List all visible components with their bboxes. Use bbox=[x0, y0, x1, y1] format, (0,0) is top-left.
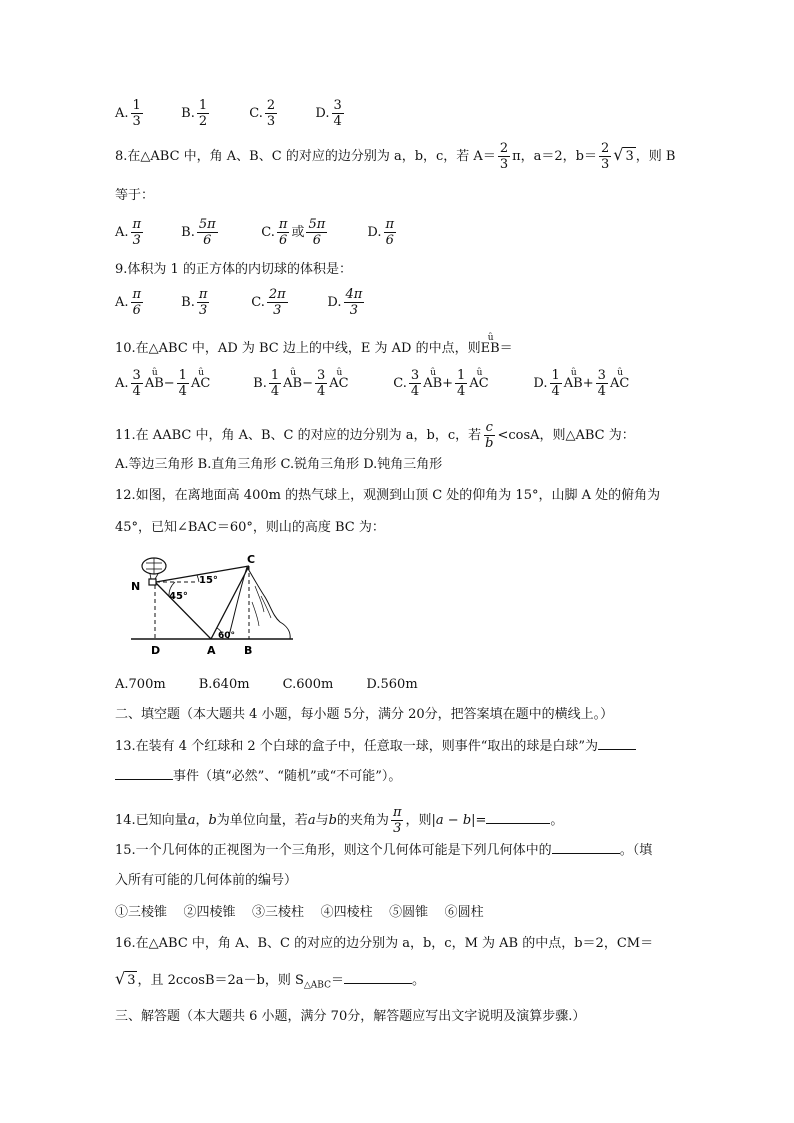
fig-label-C: C bbox=[247, 553, 256, 566]
q12-figure bbox=[125, 552, 300, 660]
q13-stem-line2: 事件（填“必然”、“随机”或“不可能”）。 bbox=[115, 768, 401, 786]
fig-label-B: B bbox=[244, 644, 253, 657]
q16-stem-line1: 16.在△ABC 中，角 A、B、C 的对应的边分别为 a，b，c，M 为 AB 的中点，b＝2，CM＝ bbox=[115, 936, 654, 951]
q9-options: A. $\frac{\pi}{6}$ B. $\frac{\pi}{3}$ C. $\frac{2\pi}{3}$ D. $\frac{4\pi}{3}$ bbox=[115, 287, 363, 318]
q11-options: A.等边三角形 B.直角三角形 C.锐角三角形 D.钝角三角形 bbox=[115, 457, 443, 472]
q16-stem-line2: √ 3 ，且 2ccosB＝2a－b，则 $S_{\triangle ABC}=$ 。 bbox=[115, 969, 426, 991]
section-3-heading: 三、解答题（本大题共 6 小题，满分 70分，解答题应写出文字说明及演算步骤.） bbox=[115, 1009, 586, 1024]
fig-label-N: N bbox=[131, 580, 141, 593]
fig-label-A: A bbox=[207, 644, 216, 657]
q11-stem: 11.在 AABC 中，角 A、B、C 的对应的边分别为 a，b，c，若 $\frac{c}{b}$ <cosA，则△ABC 为： bbox=[115, 420, 635, 451]
q8-options: A. $\frac{\pi}{3}$ B. $\frac{5\pi}{6}$ C. $\frac{\pi}{6}$ 或 $\frac{5\pi}{6}$ D. $\frac{\pi}{6}$ bbox=[115, 217, 395, 248]
q10-options: A. $\frac{3}{4}$ ȗ AB− $\frac{1}{4}$ ȗ AC B. $\frac{1}{4}$ ȗ AB− $\frac{3}{4}$ ȗ AC C. $\frac{3}{4}$ ȗ AB+ $\frac{1}{4}$ ȗ AC D. $\frac{1}{4}$ ȗ AB+ $\frac{3}{4}$ ȗ AC bbox=[115, 368, 629, 399]
q15-stem-line1: 15.一个几何体的正视图为一个三角形，则这个几何体可能是下列几何体中的 。（填 bbox=[115, 843, 653, 858]
q8-stem: 8.在△ABC 中，角 A、B、C 的对应的边分别为 a，b，c，若 A＝ $\frac{2}{3}$ π，a＝2，b＝ $\frac{2}{3}$ √ 3 ，则 B bbox=[115, 141, 676, 172]
fig-angle-60: 60° bbox=[218, 631, 236, 641]
q15-stem-line2: 入所有可能的几何体前的编号） bbox=[115, 873, 298, 888]
q12-options: A.700m B.640m C.600m D.560m bbox=[115, 677, 418, 692]
fig-angle-15: 15° bbox=[199, 575, 218, 586]
q9-stem: 9.体积为 1 的正方体的内切球的体积是： bbox=[115, 262, 352, 277]
q13-stem-line1: 13.在装有 4 个红球和 2 个白球的盒子中，任意取一球，则事件“取出的球是白球”为 bbox=[115, 738, 636, 756]
q7-options: A. $\frac{1}{3}$ B. $\frac{1}{2}$ C. $\frac{2}{3}$ D. $\frac{3}{4}$ bbox=[115, 98, 342, 129]
fig-angle-45: 45° bbox=[169, 591, 188, 602]
q8-stem-line2: 等于： bbox=[115, 188, 155, 203]
q15-choices: ①三棱锥 ②四棱锥 ③三棱柱 ④四棱柱 ⑤圆锥 ⑥圆柱 bbox=[115, 905, 484, 920]
q10-stem: 10.在△ABC 中，AD 为 BC 边上的中线，E 为 AD 的中点，则ȗ EB＝ bbox=[115, 340, 513, 358]
q12-stem-line2: 45°，已知∠BAC＝60°，则山的高度 BC 为： bbox=[115, 520, 385, 535]
q12-stem-line1: 12.如图，在离地面高 400m 的热气球上，观测到山顶 C 处的仰角为 15°，山脚 A 处的俯角为 bbox=[115, 488, 661, 503]
q14-stem: 14.已知向量a，b为单位向量，若a与b的夹角为 $\frac{\pi}{3}$ ，则|a − b|= 。 bbox=[115, 805, 564, 836]
section-2-heading: 二、填空题（本大题共 4 小题，每小题 5分，满分 20分，把答案填在题中的横线上。） bbox=[115, 707, 614, 722]
fig-label-D: D bbox=[151, 644, 161, 657]
